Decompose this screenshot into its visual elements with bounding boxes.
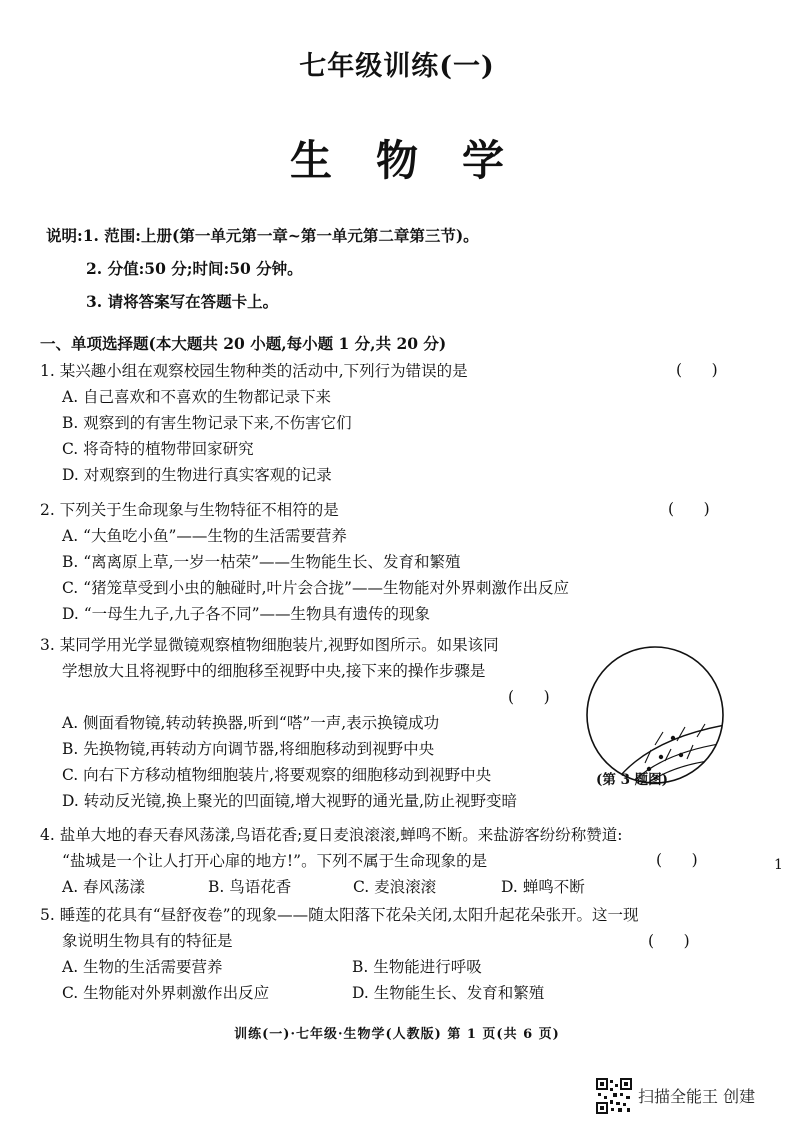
option-a: A. 生物的生活需要营养	[62, 958, 223, 976]
question-3	[40, 632, 517, 814]
answer-blank-5: ( )	[648, 932, 690, 950]
option-a: A. 侧面看物镜,转动转换器,听到“嗒”一声,表示换镜成功	[62, 714, 440, 732]
answer-blank-2: ( )	[668, 500, 710, 518]
option-b: B. 鸟语花香	[208, 878, 292, 896]
instruction-line-3: 3. 请将答案写在答题卡上。	[86, 292, 279, 311]
answer-blank-1: ( )	[676, 361, 718, 379]
option-c: C. “猪笼草受到小虫的触碰时,叶片会合拢”——生物能对外界刺激作出反应	[62, 579, 569, 597]
question-stem-line-1: 4. 盐单大地的春天春风荡漾,鸟语花香;夏日麦浪滚滚,蝉鸣不断。来盐游客纷纷称赞道:	[40, 826, 623, 844]
instructions	[46, 219, 766, 318]
option-c: C. 麦浪滚滚	[353, 878, 437, 896]
option-a: A. 春风荡漾	[62, 878, 146, 896]
option-c: C. 向右下方移动植物细胞装片,将要观察的细胞移动到视野中央	[62, 766, 492, 784]
answer-blank-3: ( )	[508, 688, 550, 706]
scanner-watermark-text: 扫描全能王 创建	[638, 1087, 756, 1106]
question-4	[40, 822, 623, 900]
question-stem-line-1: 5. 睡莲的花具有“昼舒夜卷”的现象——随太阳落下花朵关闭,太阳升起花朵张开。这一现	[40, 906, 639, 924]
question-stem-line-1: 3. 某同学用光学显微镜观察植物细胞装片,视野如图所示。如果该同	[40, 636, 499, 654]
option-d: D. 对观察到的生物进行真实客观的记录	[62, 466, 332, 484]
question-stem-line-2: 学想放大且将视野中的细胞移至视野中央,接下来的操作步骤是	[62, 662, 486, 680]
page-footer: 训练(一)·七年级·生物学(人教版) 第 1 页(共 6 页)	[234, 1027, 560, 1042]
qr-code-icon	[596, 1078, 632, 1114]
spacer	[40, 684, 517, 710]
exam-title: 七年级训练(一)	[299, 51, 495, 82]
microscope-view-figure	[585, 645, 725, 785]
option-d: D. “一母生九子,九子各不同”——生物具有遗传的现象	[62, 605, 431, 623]
section-title: 一、单项选择题(本大题共 20 小题,每小题 1 分,共 20 分)	[40, 334, 447, 353]
option-row-1	[40, 954, 639, 980]
instruction-line-2: 2. 分值:50 分;时间:50 分钟。	[86, 259, 303, 278]
question-stem-line-2: “盐城是一个让人打开心扉的地方!”。下列不属于生命现象的是	[62, 852, 488, 870]
option-b: B. 生物能进行呼吸	[352, 958, 482, 976]
option-d: D. 生物能生长、发育和繁殖	[352, 984, 545, 1002]
option-b: B. 观察到的有害生物记录下来,不伤害它们	[62, 414, 352, 432]
option-d: D. 转动反光镜,换上聚光的凹面镜,增大视野的通光量,防止视野变暗	[62, 792, 518, 810]
option-c: C. 将奇特的植物带回家研究	[62, 440, 254, 458]
question-1	[40, 358, 468, 488]
margin-mark: 1	[774, 857, 783, 873]
option-row	[40, 874, 623, 900]
subject-title: 生物学	[289, 136, 548, 185]
option-row-2	[40, 980, 639, 1006]
question-stem-line-2: 象说明生物具有的特征是	[62, 932, 233, 950]
instruction-line-1: 说明:1. 范围:上册(第一单元第一章~第一单元第二章第三节)。	[46, 226, 479, 245]
answer-blank-4: ( )	[656, 851, 698, 869]
view-field-circle	[587, 647, 723, 783]
question-2	[40, 497, 569, 627]
option-c: C. 生物能对外界刺激作出反应	[62, 984, 270, 1002]
question-stem: 1. 某兴趣小组在观察校园生物种类的活动中,下列行为错误的是	[40, 362, 468, 380]
figure-caption: (第 3 题图)	[596, 772, 669, 788]
option-b: B. “离离原上草,一岁一枯荣”——生物能生长、发育和繁殖	[62, 553, 461, 571]
question-5	[40, 902, 639, 1006]
option-d: D. 蝉鸣不断	[501, 878, 585, 896]
question-stem: 2. 下列关于生命现象与生物特征不相符的是	[40, 501, 339, 519]
option-b: B. 先换物镜,再转动方向调节器,将细胞移动到视野中央	[62, 740, 435, 758]
option-a: A. 自己喜欢和不喜欢的生物都记录下来	[62, 388, 332, 406]
option-a: A. “大鱼吃小鱼”——生物的生活需要营养	[62, 527, 347, 545]
